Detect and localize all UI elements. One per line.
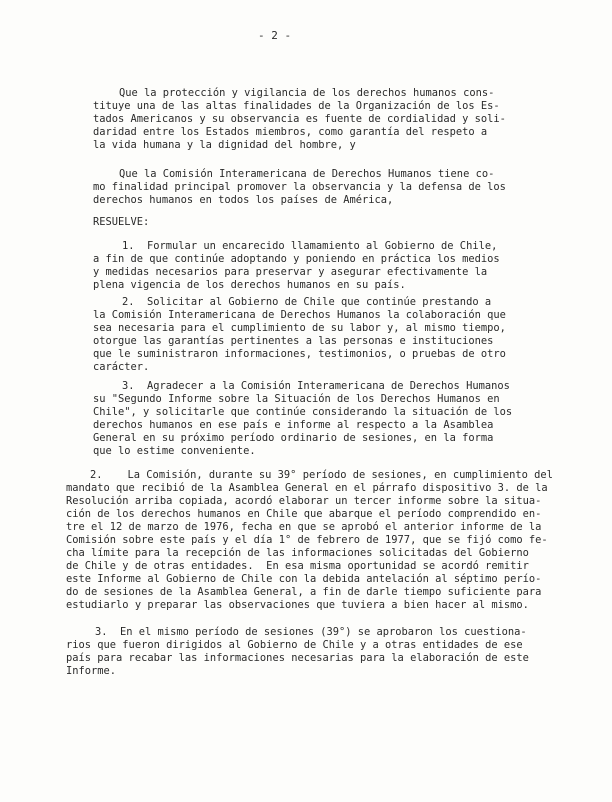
page-number: - 2 - bbox=[258, 29, 292, 42]
resolution-2-line-3: sea necesaria para el cumplimiento de su labor y, al mismo tiempo, bbox=[93, 322, 506, 334]
preamble-2-line-2: mo finalidad principal promover la observancia y la defensa de los bbox=[93, 181, 506, 193]
section-3-line-1: 3. En el mismo período de sesiones (39°) se aprobaron los cuestiona- bbox=[95, 626, 527, 638]
preamble-1-line-5: la vida humana y la dignidad del hombre, y bbox=[93, 139, 356, 151]
resolution-2-line-1: 2. Solicitar al Gobierno de Chile que continúe prestando a bbox=[122, 296, 492, 308]
section-2-line-9: este Informe al Gobierno de Chile con la debida antelación al séptimo perío- bbox=[66, 573, 542, 585]
preamble-1-line-2: tituye una de las altas finalidades de la Organización de los Es- bbox=[93, 100, 500, 112]
section-3-line-3: país para recabar las informaciones necesarias para la elaboración de este bbox=[66, 652, 529, 664]
preamble-1-line-4: daridad entre los Estados miembros, como garantía del respeto a bbox=[93, 126, 488, 138]
resolution-2-line-5: que le suministraron informaciones, testimonios, o pruebas de otro bbox=[93, 348, 506, 360]
resolution-1-line-2: a fin de que continúe adoptando y poniendo en práctica los medios bbox=[93, 253, 500, 265]
section-2-line-11: estudiarlo y preparar las observaciones que tuviera a bien hacer al mismo. bbox=[66, 599, 529, 611]
resolution-1-line-3: y medidas necesarios para preservar y asegurar efectivamente la bbox=[93, 266, 488, 278]
section-3-line-2: rios que fueron dirigidos al Gobierno de Chile y a otras entidades de ese bbox=[66, 639, 523, 651]
section-2-line-6: Comisión sobre este país y el día 1° de febrero de 1977, que se fijó como fe- bbox=[66, 534, 548, 546]
resolution-3-line-3: Chile", y solicitarle que continúe considerando la situación de los bbox=[93, 406, 513, 418]
resolution-3-line-1: 3. Agradecer a la Comisión Interamericana de Derechos Humanos bbox=[122, 380, 510, 392]
resolution-1-line-4: plena vigencia de los derechos humanos en su país. bbox=[93, 279, 406, 291]
section-3-line-4: Informe. bbox=[66, 665, 117, 677]
resolution-2-line-6: carácter. bbox=[93, 361, 150, 373]
resolution-2-line-2: la Comisión Interamericana de Derechos Humanos la colaboración que bbox=[93, 309, 506, 321]
section-2-line-7: cha límite para la recepción de las informaciones solicitadas del Gobierno bbox=[66, 547, 529, 559]
section-2-line-8: de Chile y de otras entidades. En esa misma oportunidad se acordó remitir bbox=[66, 560, 529, 572]
section-2-line-10: do de sesiones de la Asamblea General, a fin de darle tiempo suficiente para bbox=[66, 586, 542, 598]
section-2-line-2: mandato que recibió de la Asamblea General en el párrafo dispositivo 3. de la bbox=[66, 482, 548, 494]
resolution-2-line-4: otorgue las garantías pertinentes a las personas e instituciones bbox=[93, 335, 494, 347]
resolution-3-line-4: derechos humanos en ese país e informe al respecto a la Asamblea bbox=[93, 419, 494, 431]
preamble-2-line-1: Que la Comisión Interamericana de Derechos Humanos tiene co- bbox=[119, 168, 495, 180]
section-2-line-4: ción de los derechos humanos en Chile que abarque el período comprendido en- bbox=[66, 508, 542, 520]
section-2-line-1: 2. La Comisión, durante su 39° período de sesiones, en cumplimiento del bbox=[90, 469, 553, 481]
preamble-1-line-3: tados Americanos y su observancia es fuente de cordialidad y soli- bbox=[93, 113, 506, 125]
resolve-heading: RESUELVE: bbox=[93, 216, 150, 228]
preamble-2-line-3: derechos humanos en todos los países de América, bbox=[93, 194, 394, 206]
resolution-3-line-5: General en su próximo período ordinario de sesiones, en la forma bbox=[93, 432, 494, 444]
section-2-line-5: tre el 12 de marzo de 1976, fecha en que se aprobó el anterior informe de la bbox=[66, 521, 542, 533]
section-2-line-3: Resolución arriba copiada, acordó elaborar un tercer informe sobre la situa- bbox=[66, 495, 542, 507]
preamble-1-line-1: Que la protección y vigilancia de los derechos humanos cons- bbox=[119, 87, 495, 99]
resolution-3-line-6: que lo estime conveniente. bbox=[93, 445, 256, 457]
resolution-1-line-1: 1. Formular un encarecido llamamiento al Gobierno de Chile, bbox=[122, 240, 498, 252]
resolution-3-line-2: su "Segundo Informe sobre la Situación de los Derechos Humanos en bbox=[93, 393, 500, 405]
